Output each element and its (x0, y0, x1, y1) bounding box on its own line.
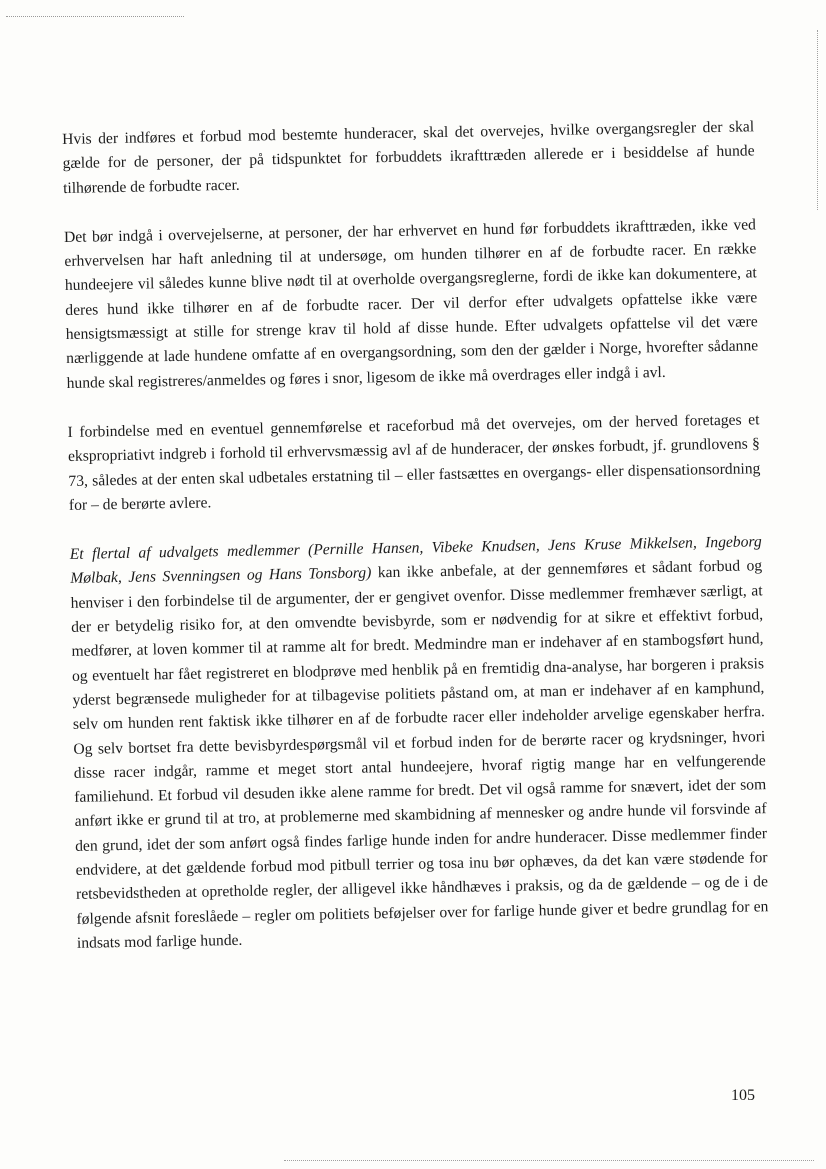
paragraph-text: Hvis der indføres et forbud mod bestemte hunderacer, skal det overvejes, hvilke overgangsregler der skal gælde for de personer, der på tidspunktet for forbuddets ikrafttræden allerede er i besiddelse af hunde tilhørende de forbudte racer. (62, 118, 755, 197)
paragraph-text: Det bør indgå i overvejelserne, at personer, der har erhvervet en hund før forbuddets ikrafttræden, ikke ved erhvervelsen har haft anledning til at undersøge, om hunden tilhører en af de forbudte racer. En række hundeejere vil således kunne blive nødt til at overholde overgangsreglerne, fordi de ikke kan dokumentere, at deres hund ikke tilhører en af de forbudte racer. Der vil derfor efter udvalgets opfattelse ikke være hensigtsmæssigt at stille for strenge krav til hold af disse hunde. Efter udvalgets opfattelse vil det være nærliggende at lade hundene omfatte af en overgangsordning, som den der gælder i Norge, hvorefter sådanne hunde skal registreres/anmeldes og føres i snor, ligesom de ikke må overdrages eller indgå i avl. (63, 216, 759, 392)
paragraph-lead-italic: Et flertal af udvalgets medlemmer (Pernille Hansen, Vibeke Knudsen, Jens Kruse Mikkelsen, Ingeborg Mølbak, Jens Svenningsen og Hans Tonsborg) (69, 533, 762, 588)
body-text (62, 115, 770, 981)
paragraph-majority-opinion (70, 530, 769, 956)
paragraph-expropriation (67, 408, 761, 518)
scan-edge-bottom (284, 1160, 814, 1161)
scan-edge-top (6, 16, 184, 17)
page-number: 105 (731, 1087, 755, 1104)
paragraph-transition-rules (62, 115, 755, 201)
scan-edge-right (817, 30, 818, 210)
paragraph-text: I forbindelse med en eventuel gennemførelse et raceforbud må det overvejes, om der herved foretages et ekspropriativt indgreb i forhold til erhvervsmæssig avl af de hunderacer, der ønskes forbudt, jf. grundlovens § 73, således at der enten skal udbetales erstatning til – eller fastsættes en overgangs- eller dispensationsordning for – de berørte avlere. (67, 411, 761, 514)
paragraph-existing-owners (64, 213, 759, 396)
paragraph-text: kan ikke anbefale, at der gennemføres et sådant forbud og henviser i den forbindelse til de argumenter, der er gengivet ovenfor. Disse medlemmer fremhæver særligt, at der er betydelig risiko for, at den omvendte bevisbyrde, som er nødvendig for at sikre et effektivt forbud, medfører, at loven kommer til at ramme alt for bredt. Medmindre man er indehaver af en stambogsført hund, og eventuelt har fået registreret en blodprøve med henblik på en fremtidig dna-analyse, har borgeren i praksis yderst begrænsede muligheder for at tilbagevise politiets påstand om, at man er indehaver af en kamphund, selv om hunden rent faktisk ikke tilhører en af de forbudte racer eller indeholder arvelige egenskaber herfra. Og selv bortset fra dette bevisbyrdespørgsmål vil et forbud inden for de berørte racer og krydsninger, hvori disse racer indgår, ramme et meget stort antal hundeejere, hvoraf rigtig mange har en velfungerende familiehund. Et forbud vil desuden ikke alene ramme for bredt. Det vil også ramme for snævert, idet der som anført ikke er grund til at tro, at problemerne med skambidning af mennesker og andre hunde vil forsvinde af den grund, idet der som anført også findes farlige hunde inden for andre hunderacer. Disse medlemmer finder endvidere, at det gældende forbud mod pitbull terrier og tosa inu bør ophæves, da det kan være stødende for retsbevidstheden at opretholde regler, der alligevel ikke håndhæves i praksis, og da de gældende – og de i de følgende afsnit foreslåede – regler om politiets beføjelser over for farlige hunde giver et bedre grundlag for en indsats mod farlige hunde. (70, 557, 769, 952)
